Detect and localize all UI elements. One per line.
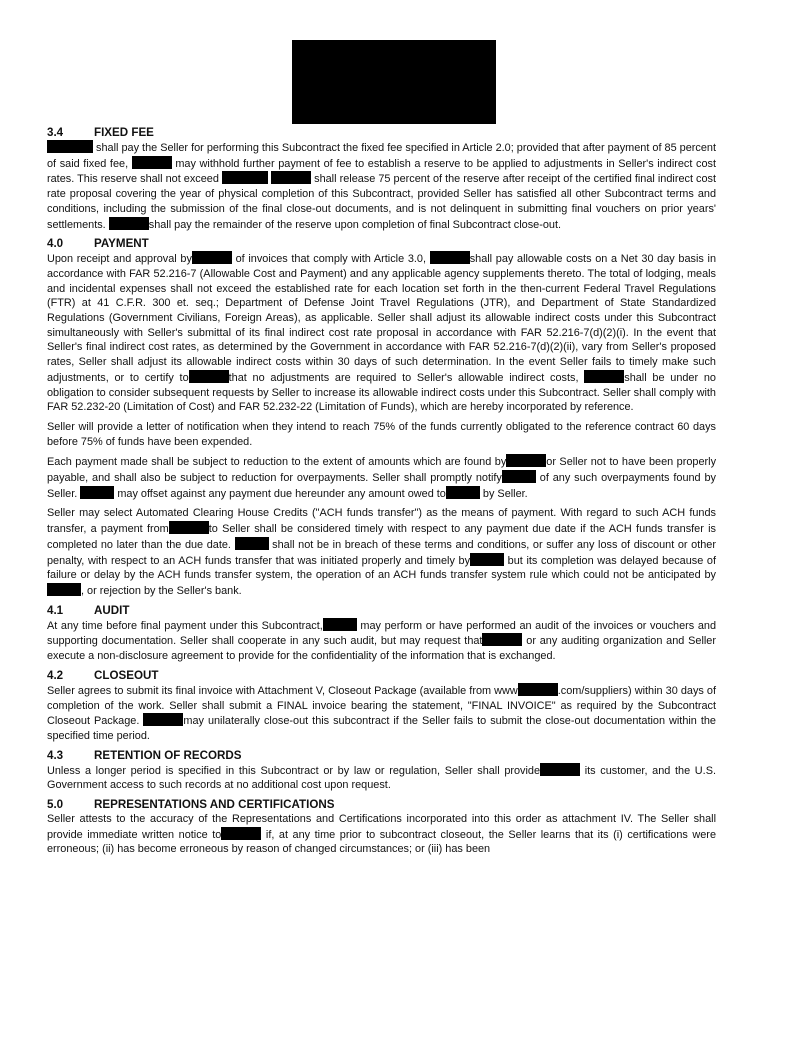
section-fixed-fee <box>47 126 716 232</box>
section-title: PAYMENT <box>94 237 149 251</box>
section-closeout <box>47 669 716 744</box>
redaction-box <box>470 553 504 566</box>
section-title: FIXED FEE <box>94 126 154 139</box>
redacted-logo <box>292 40 496 124</box>
redaction-box <box>323 618 357 631</box>
section-number: 4.1 <box>47 603 64 617</box>
redaction-box <box>109 217 149 230</box>
retention-paragraph: Unless a longer period is specified in this Subcontract or by law or regulation, Seller shall provide its customer, and the U.S. Government access to such records at no additional cost upon request. <box>47 764 716 792</box>
fixed-fee-paragraph: shall pay the Seller for performing this Subcontract the fixed fee specified in Article 2.0; provided that after payment of 85 percent of said fixed fee, may withhold further payment of fee to establish a reserve to be applied to adjustments in Seller's indirect cost rates. This reserve shall not exceed shall release 75 percent of the reserve after receipt of the certified final indirect cost rate proposal covering the year of physical completion of this Subcontract, provided Seller has satisfied all other Subcontract terms and conditions, including the submission of the final close-out documents, and is not delinquent in submitting final vouchers on prior years' settlements. shall pay the remainder of the reserve upon completion of final Subcontract close-out. <box>47 142 717 231</box>
redaction-box <box>502 470 536 483</box>
section-number: 3.4 <box>47 126 64 139</box>
section-number: 4.2 <box>47 668 64 682</box>
redaction-box <box>235 537 269 550</box>
redaction-box <box>430 251 470 264</box>
section-number: 5.0 <box>47 798 64 812</box>
section-payment <box>47 237 716 598</box>
redaction-box <box>540 763 580 776</box>
redaction-box <box>169 521 209 534</box>
payment-paragraph-2: Seller will provide a letter of notification when they intend to reach 75% of the funds currently obligated to the reference contract 60 days before 75% of funds have been expended. <box>47 420 716 448</box>
redaction-box <box>271 171 311 184</box>
payment-paragraph-3: Each payment made shall be subject to reduction to the extent of amounts which are found by or Seller not to have been properly payable, and shall also be subject to reduction for overpayments. Seller shall promptly notify of any such overpayments found by Seller. may offset against any payment due hereunder any amount owed to by Seller. <box>47 456 717 500</box>
redaction-box <box>482 633 522 646</box>
redaction-box <box>132 156 172 169</box>
redaction-box <box>222 171 268 184</box>
payment-paragraph-4: Seller may select Automated Clearing House Credits ("ACH funds transfer") as the means of payment. With regard to such ACH funds transfer, a payment from to Seller shall be considered timely with respect to any payment due date if the ACH funds transfer is completed no later than the due date. shall not be in breach of these terms and conditions, or suffer any loss of discount or other penalty, with respect to an ACH funds transfer that was initiated properly and timely by but its completion was delayed because of failure or delay by the ACH funds transfer system, the operation of an ACH funds transfer system rule which could not be anticipated by, or rejection by the Seller's bank. <box>47 507 717 597</box>
redaction-box <box>506 454 546 467</box>
representations-paragraph: Seller attests to the accuracy of the Representations and Certifications incorporated into this order as attachment IV. The Seller shall provide immediate written notice to if, at any time prior to subcontract closeout, the Seller learns that its (i) certifications were erroneous; (ii) has become erroneous by reason of changed circumstances; or (iii) has been <box>47 813 716 856</box>
redaction-box <box>47 140 93 153</box>
redaction-box <box>584 370 624 383</box>
section-title: AUDIT <box>94 603 130 617</box>
section-representations <box>47 798 716 857</box>
redaction-box <box>518 683 558 696</box>
redaction-box <box>80 486 114 499</box>
section-title: REPRESENTATIONS AND CERTIFICATIONS <box>94 798 335 812</box>
section-audit <box>47 604 716 664</box>
section-title: RETENTION OF RECORDS <box>94 748 242 762</box>
section-retention-of-records <box>47 749 716 793</box>
redaction-box <box>446 486 480 499</box>
closeout-paragraph: Seller agrees to submit its final invoice with Attachment V, Closeout Package (available from www .com/suppliers) within 30 days of completion of the work. Seller shall submit a FINAL invoice bearing the statement, "FINAL INVOICE" as required by the Subcontract Closeout Package. may unilaterally close-out this subcontract if the Seller fails to submit the close-out documentation within the specified time period. <box>47 684 717 742</box>
audit-paragraph: At any time before final payment under this Subcontract, may perform or have performed an audit of the invoices or vouchers and supporting documentation. Seller shall cooperate in any such audit, but may request that or any auditing organization and Seller execute a non-disclosure agreement to provide for the confidentiality of the information that is exchanged. <box>47 619 716 663</box>
redaction-box <box>189 370 229 383</box>
section-number: 4.0 <box>47 237 64 251</box>
redaction-box <box>192 251 232 264</box>
section-title: CLOSEOUT <box>94 668 159 682</box>
redaction-box <box>221 827 261 840</box>
section-number: 4.3 <box>47 748 64 762</box>
payment-paragraph-1: Upon receipt and approval by of invoices that comply with Article 3.0, shall pay allowable costs on a Net 30 day basis in accordance with FAR 52.216-7 (Allowable Cost and Payment) and any applicable agency supplements thereto. The total of lodging, meals and incidental expenses shall not exceed the established rate for each location set forth in the then-current Federal Travel Regulations (FTR) at 41 C.F.R. 300 et. seq.; Department of Defense Joint Travel Regulations (JTR), and Department of State Standardized Regulations (Government Civilians, Foreign Areas), as applicable. Seller shall adjust its allowable indirect costs under this Subcontract simultaneously with Seller's submittal of its final indirect cost rate proposal in accordance with FAR 52.216-7(d)(2)(i). In the event that Seller's final indirect cost rates, as determined by the Government in accordance with FAR 52.216-7(d)(2)(ii), vary from Seller's proposed rates, Seller shall adjust its allowable indirect costs within 30 days of such determination. In the event Seller fails to timely make such adjustments, or to certify to that no adjustments are required to Seller's allowable indirect costs, shall be under no obligation to consider subsequent requests by Seller to increase its allowable indirect costs under this Subcontract. Seller shall comply with FAR 52.232-20 (Limitation of Cost) and FAR 52.232-22 (Limitation of Funds), which are hereby incorporated by reference. <box>47 253 717 414</box>
redaction-box <box>47 583 81 596</box>
document-body <box>47 124 716 862</box>
redaction-box <box>143 713 183 726</box>
